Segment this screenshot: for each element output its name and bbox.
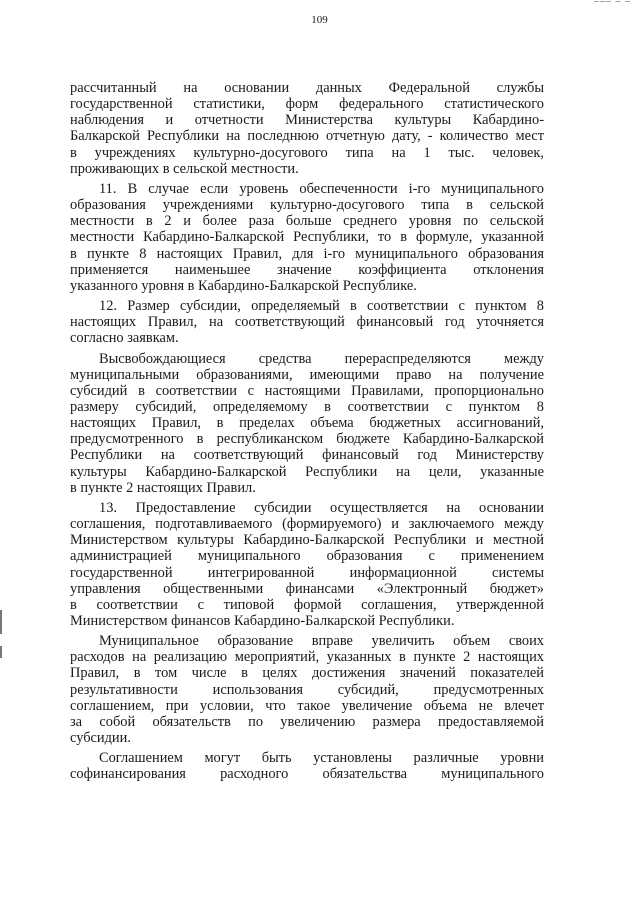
text-line: Министерством культуры Кабардино-Балкарской Республики и местной: [70, 532, 544, 549]
text-line: Правил, в том числе в целях достижения значений показателей: [70, 665, 544, 682]
paragraph: [70, 351, 544, 496]
text-line: софинансирования расходного обязательства муниципального: [70, 766, 544, 783]
text-line: расходов на реализацию мероприятий, указанных в пункте 2 настоящих: [70, 649, 544, 666]
text-line: государственной интегрированной информационной системы: [70, 564, 544, 581]
text-line: настоящих Правил, на соответствующий финансовый год уточняется: [70, 314, 544, 331]
text-line: в соответствии с типовой формой соглашения, утвержденной: [70, 596, 544, 613]
corner-mark: ––– – –: [594, 0, 631, 7]
text-line: 12. Размер субсидии, определяемый в соответствии с пунктом 8: [99, 298, 544, 315]
text-line: указанного уровня в Кабардино-Балкарской Республике.: [70, 277, 417, 294]
text-line: предусмотренного в республиканском бюджете Кабардино-Балкарской: [70, 431, 544, 448]
text-line: Муниципальное образование вправе увеличить объем своих: [99, 633, 544, 650]
paragraph: [70, 633, 544, 746]
paragraph: [70, 500, 544, 629]
text-line: субсидий в соответствии с настоящими Правилами, пропорционально: [70, 382, 544, 399]
text-line: образования учреждениями культурно-досугового типа в сельской: [70, 197, 544, 214]
text-line: в пункте 8 настоящих Правил, для i-го муниципального образования: [70, 245, 544, 262]
text-line: наблюдения и отчетности Министерства культуры Кабардино-: [70, 112, 544, 129]
text-line: 11. В случае если уровень обеспеченности i-го муниципального: [99, 180, 544, 197]
text-line: настоящих Правил, в пределах объема бюджетных ассигнований,: [70, 415, 544, 432]
text-line: соглашения, подготавливаемого (формируемого) и заключаемого между: [70, 516, 544, 533]
edge-scan-mark: [0, 646, 2, 658]
page-number: 109: [311, 14, 328, 26]
text-line: соглашением, при условии, что такое увеличение объема не влечет: [70, 697, 544, 714]
text-line: Высвобождающиеся средства перераспределяются между: [99, 350, 544, 367]
text-line: Министерством финансов Кабардино-Балкарской Республики.: [70, 613, 455, 629]
text-line: субсидии.: [70, 730, 131, 747]
text-line: применяется наименьшее значение коэффициента отклонения: [70, 261, 544, 278]
text-line: результативности использования субсидий, предусмотренных: [70, 681, 544, 698]
text-line: администрацией муниципального образования с применением: [70, 548, 544, 565]
text-line: государственной статистики, форм федерального статистического: [70, 96, 544, 113]
text-line: в учреждениях культурно-досугового типа на 1 тыс. человек,: [70, 144, 544, 161]
text-line: размеру субсидий, определяемому в соответствии с пунктом 8: [70, 398, 544, 415]
text-line: проживающих в сельской местности.: [70, 160, 299, 177]
text-line: в пункте 2 настоящих Правил.: [70, 479, 256, 496]
edge-scan-mark: [0, 610, 2, 634]
text-line: за собой обязательств по увеличению размера предоставляемой: [70, 713, 544, 730]
text-line: Соглашением могут быть установлены различные уровни: [99, 750, 544, 767]
text-line: местности в 2 и более раза больше среднего уровня по сельской: [70, 213, 544, 230]
text-line: муниципальными образованиями, имеющими право на получение: [70, 366, 544, 383]
paragraph: [70, 298, 544, 346]
text-line: местности Кабардино-Балкарской Республики, то в формуле, указанной: [70, 229, 544, 246]
text-line: Балкарской Республики на последнюю отчетную дату, - количество мест: [70, 128, 544, 145]
text-line: Республики на соответствующий финансовый год Министерству: [70, 447, 544, 464]
text-line: согласно заявкам.: [70, 330, 179, 347]
paragraph: [70, 80, 544, 177]
document-body: [70, 80, 544, 783]
text-line: рассчитанный на основании данных Федеральной службы: [70, 80, 544, 96]
text-line: 13. Предоставление субсидии осуществляется на основании: [99, 499, 544, 516]
text-line: управления общественными финансами «Электронный бюджет»: [70, 580, 544, 597]
paragraph: [70, 181, 544, 294]
text-line: культуры Кабардино-Балкарской Республики на цели, указанные: [70, 463, 544, 480]
paragraph: [70, 750, 544, 782]
